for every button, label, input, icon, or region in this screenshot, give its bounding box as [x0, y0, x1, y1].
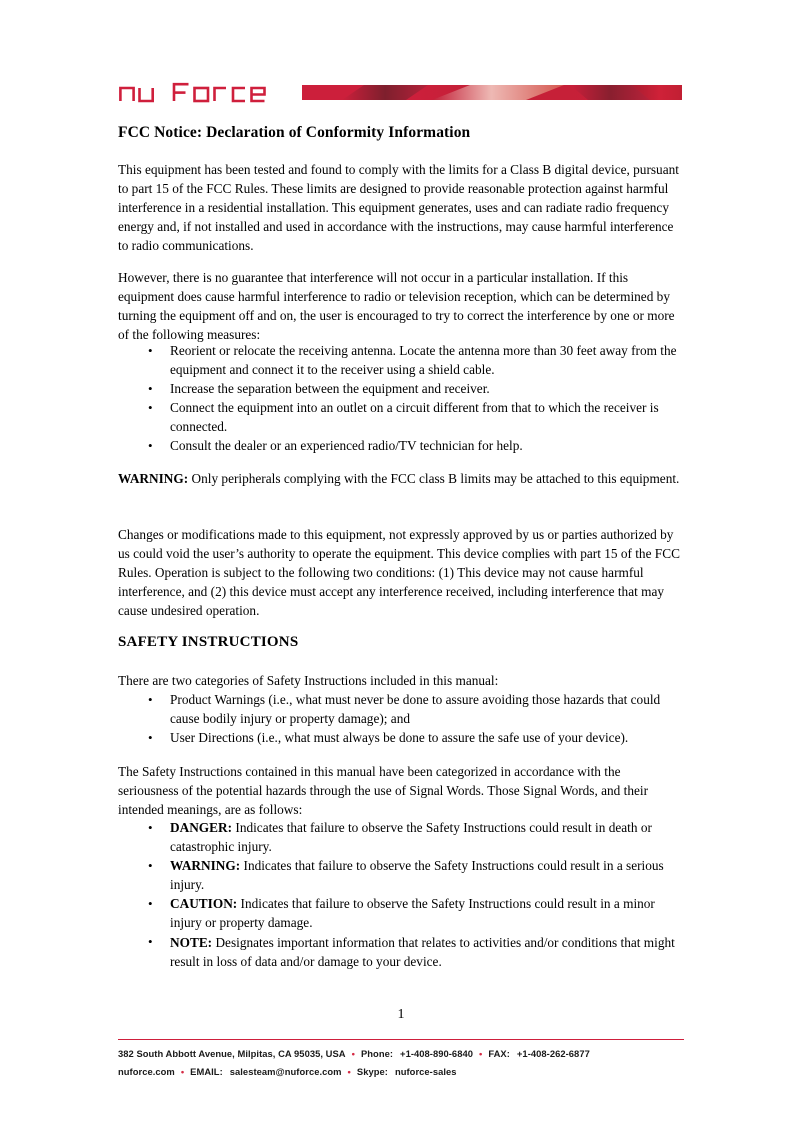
footer-phone-label: Phone: — [360, 1048, 394, 1059]
list-item-text: Consult the dealer or an experienced radio/TV technician for help. — [170, 438, 523, 454]
paragraph-two-categories: There are two categories of Safety Instructions included in this manual: — [118, 673, 499, 688]
list-item-text: Increase the separation between the equipment and receiver. — [170, 381, 490, 397]
paragraph-fcc-tested: This equipment has been tested and found to comply with the limits for a Class B digital device, pursuant to part 15 of the FCC Rules. These limits are designed to provide reasonable protection against harmful interference in a residential installation. This equipment generates, uses and can radiate radio frequency energy and, if not installed and used in accordance with the instructions, may cause harmful interference to radio communications. — [118, 162, 679, 254]
signal-word-label: NOTE: — [170, 934, 213, 950]
signal-word-label: WARNING: — [170, 858, 241, 874]
footer-website[interactable]: nuforce.com — [118, 1066, 175, 1077]
categories-list — [118, 690, 684, 747]
signal-word-label: DANGER: — [170, 820, 233, 835]
signal-word-text: Indicates that failure to observe the Safety Instructions could result in death or catastrophic injury. — [170, 820, 652, 855]
signal-word-text: Indicates that failure to observe the Safety Instructions could result in a minor injury or property damage. — [170, 896, 655, 931]
paragraph-no-guarantee: However, there is no guarantee that interference will not occur in a particular installation. If this equipment does cause harmful interference to radio or television reception, which can be determined by turning the equipment off and on, the user is encouraged to try to correct the interference by one or more of the following measures: — [118, 270, 675, 343]
footer-phone-number: +1-408-890-6840 — [400, 1048, 473, 1059]
page-number: 1 — [397, 1007, 405, 1022]
list-item-text: Connect the equipment into an outlet on a circuit different from that to which the receiver is connected. — [170, 400, 659, 435]
footer-divider — [118, 1039, 684, 1040]
header-banner-graphic — [302, 85, 682, 100]
signal-word-text: Indicates that failure to observe the Safety Instructions could result in a serious injury. — [170, 858, 664, 893]
list-item-caution — [118, 894, 684, 932]
footer-fax-number: +1-408-262-6877 — [516, 1048, 590, 1059]
list-item — [118, 436, 684, 455]
footer-separator-icon: • — [351, 1048, 355, 1059]
list-item — [118, 398, 684, 436]
list-item — [118, 690, 684, 728]
list-item-text: User Directions (i.e., what must always be done to assure the safe use of your device). — [170, 730, 629, 746]
footer-skype-handle[interactable]: nuforce-sales — [394, 1066, 457, 1077]
list-item — [118, 341, 684, 379]
nuforce-logo — [118, 81, 280, 103]
footer-fax-label: FAX: — [488, 1048, 510, 1059]
paragraph-signal-words-intro: The Safety Instructions contained in this manual have been categorized in accordance with the seriousness of the potential hazards through the use of Signal Words. Those Signal Words, and their intended meanings, are as follows: — [118, 764, 649, 818]
footer-separator-icon: • — [479, 1048, 483, 1059]
list-item — [118, 379, 684, 398]
signal-word-label: CAUTION: — [170, 896, 238, 912]
footer-address: 382 South Abbott Avenue, Milpitas, CA 95035, USA — [118, 1048, 346, 1059]
list-item-text: Reorient or relocate the receiving antenna. Locate the antenna more than 30 feet away from the equipment and connect it to the receiver using a shield cable. — [170, 343, 677, 378]
footer-email-label: EMAIL: — [190, 1066, 223, 1077]
warning-label: WARNING: — [118, 471, 189, 486]
paragraph-changes-modifications: Changes or modifications made to this equipment, not expressly approved by us or parties authorized by us could void the user’s authority to operate the equipment. This device complies with part 15 of the FCC Rules. Operation is subject to the following two conditions: (1) This device may not cause harmful interference, and (2) this device must accept any interference received, including interference that may cause undesired operation. — [118, 527, 680, 619]
footer-separator-icon: • — [180, 1066, 185, 1077]
footer-separator-icon: • — [347, 1066, 351, 1077]
footer-skype-label: Skype: — [356, 1066, 388, 1077]
page-title-fcc-notice: FCC Notice: Declaration of Conformity Information — [118, 124, 471, 141]
paragraph-warning-peripherals — [118, 469, 684, 488]
list-item-warning — [118, 856, 684, 894]
measures-list — [118, 341, 684, 456]
list-item-text: Product Warnings (i.e., what must never be done to assure avoiding those hazards that could cause bodily injury or property damage); and — [170, 692, 661, 727]
footer-contact-line-2 — [118, 1066, 718, 1077]
list-item-note — [118, 933, 684, 971]
page-header — [118, 80, 682, 104]
footer-email-address[interactable]: salesteam@nuforce.com — [229, 1066, 342, 1077]
warning-text: Only peripherals complying with the FCC class B limits may be attached to this equipment. — [188, 471, 680, 486]
section-title-safety-instructions: SAFETY INSTRUCTIONS — [118, 634, 299, 650]
list-item — [118, 728, 684, 747]
signal-words-list — [118, 818, 684, 971]
list-item-danger — [118, 818, 684, 856]
signal-word-text: Designates important information that relates to activities and/or conditions that might result in loss of data and/or damage to your device. — [170, 934, 675, 969]
footer-contact-line-1 — [118, 1048, 718, 1059]
